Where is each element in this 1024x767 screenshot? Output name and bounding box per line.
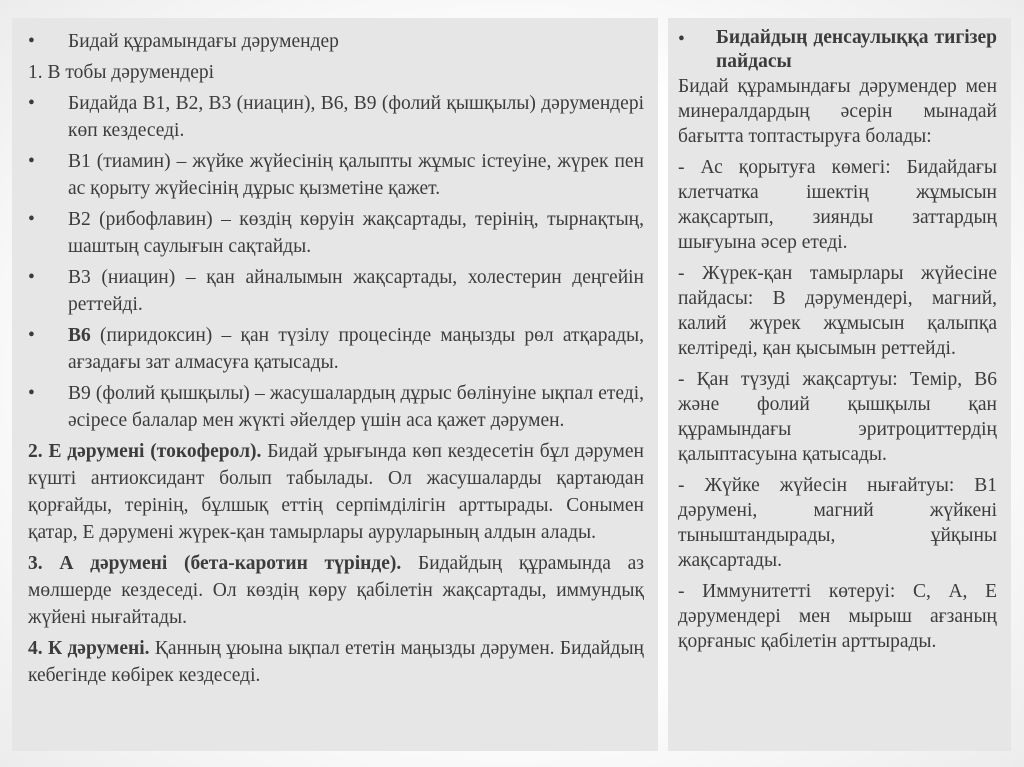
vitamin-a-title: 3. А дәрумені (бета-каротин түрінде). (28, 553, 402, 574)
benefits-heading: Бидайдың денсаулыққа тигізер пайдасы (716, 27, 997, 72)
b-item (28, 380, 644, 434)
benefits-intro: Бидай құрамындағы дәрумендер мен минералдардың әсерін мынадай бағытта топтастыруға болады: (678, 76, 997, 147)
b-item-text: В9 (фолий қышқылы) – жасушалардың дұрыс бөлінуіне ықпал етеді, әсіресе балалар мен жүкті әйелдер үшін аса қажет дәрумен. (68, 383, 644, 431)
vitamin-k-paragraph (28, 635, 644, 689)
b-group-title: 1. В тобы дәрумендері (28, 62, 215, 83)
b-item (28, 206, 644, 260)
bullet-mark: • (678, 29, 685, 50)
b-item (28, 90, 644, 144)
b-item-text (68, 322, 644, 376)
bullet-mark: • (28, 325, 35, 346)
vitamin-k-text: Қанның ұюына ықпал ететін маңызды дәрумен. Бидайдың кебегінде көбірек кездеседі. (28, 638, 644, 686)
b-item-text: Бидайда В1, В2, В3 (ниацин), В6, В9 (фолий қышқылы) дәрумендері көп кездеседі. (68, 93, 644, 141)
benefit-item: - Қан түзуді жақсартуы: Темір, В6 және фолий қышқылы қан құрамындағы эритроциттердің қалыптасуына қатысады. (678, 369, 997, 465)
bullet-mark: • (28, 267, 35, 288)
right-text-panel (668, 18, 1011, 751)
benefit-item: - Жүйке жүйесін нығайтуы: В1 дәрумені, магний жүйкені тыныштандырады, ұйқыны жақсартады. (678, 475, 997, 571)
b-item (28, 322, 644, 376)
b-item (28, 264, 644, 318)
vitamin-e-text: Бидай ұрығында көп кездесетін бұл дәрумен күшті антиоксидант болып табылады. Ол жасушаларды қартаюдан қорғайды, терінің, бұлшық еттің серпімділігін арттырады. Сонымен қатар, Е дәрумені жүрек-қан тамырлары ауруларының алдын алады. (28, 441, 644, 543)
benefit-item: - Ас қорытуға көмегі: Бидайдағы клетчатка ішектің жұмысын жақсартып, зиянды заттардың шығуына әсер етеді. (678, 157, 997, 253)
left-text-panel (12, 18, 658, 751)
bullet-mark: • (28, 383, 35, 404)
vitamin-a-text: Бидайдың құрамында аз мөлшерде кездеседі. Ол көздің көру қабілетін жақсартады, иммундық жүйені нығайтады. (28, 553, 644, 628)
bullet-mark: • (28, 93, 35, 114)
benefits-heading-bullet (678, 26, 997, 74)
benefit-item: - Жүрек-қан тамырлары жүйесіне пайдасы: В дәрумендері, магний, калий жүрек жұмысын қалыпқа келтіреді, қан қысымын реттейді. (678, 263, 997, 359)
bullet-mark: • (28, 151, 35, 172)
b-item (28, 148, 644, 202)
vitamin-e-paragraph (28, 438, 644, 546)
vitamins-heading: Бидай құрамындағы дәрумендер (68, 31, 339, 52)
vitamin-e-title: 2. Е дәрумені (токоферол). (28, 441, 262, 462)
heading-bullet (28, 28, 644, 55)
b-item-text: В2 (рибофлавин) – көздің көруін жақсартады, терінің, тырнақтың, шаштың саулығын сақтайды. (68, 209, 644, 257)
vitamin-k-title: 4. К дәрумені. (28, 638, 150, 659)
b6-description: (пиридоксин) – қан түзілу процесінде маңызды рөл атқарады, ағзадағы зат алмасуға қатысады. (68, 325, 644, 373)
vitamin-a-paragraph (28, 550, 644, 631)
bullet-mark: • (28, 31, 35, 52)
benefit-item: - Иммунитетті көтеруі: С, А, Е дәрумендері мен мырыш ағзаның қорғаныс қабілетін арттырады. (678, 581, 997, 652)
b-item-text: В1 (тиамин) – жүйке жүйесінің қалыпты жұмыс істеуіне, жүрек пен ас қорыту жүйесінің дұрыс қызметіне қажет. (68, 151, 644, 199)
b6-label: В6 (68, 325, 91, 346)
b-item-text: В3 (ниацин) – қан айналымын жақсартады, холестерин деңгейін реттейді. (68, 267, 644, 315)
bullet-mark: • (28, 209, 35, 230)
